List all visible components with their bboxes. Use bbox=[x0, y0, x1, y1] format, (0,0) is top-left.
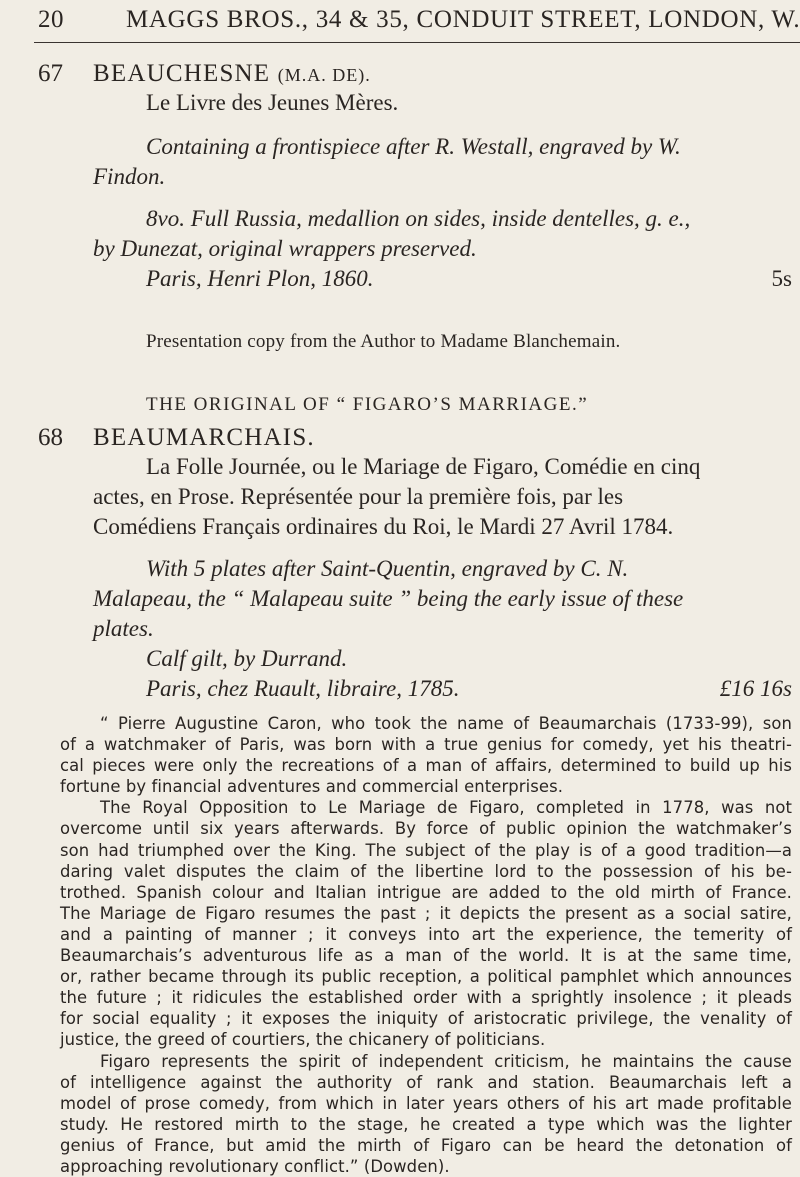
quote-line: for social equality ; it exposes the iniquity of aristocratic privilege, the venality of bbox=[60, 1009, 792, 1029]
entry-67-author bbox=[93, 60, 371, 88]
entry-67-imprint: Paris, Henri Plon, 1860. bbox=[146, 266, 374, 291]
entry-68-author: BEAUMARCHAIS. bbox=[93, 424, 315, 451]
quote-line: daring valet disputes the claim of the libertine lord to the possession of his be- bbox=[60, 861, 792, 881]
entry-68-binding: Calf gilt, by Durrand. bbox=[146, 646, 348, 671]
entry-67-author-name: BEAUCHESNE bbox=[93, 60, 271, 87]
quote-line: genius of France, but amid the mirth of Figaro can be heard the detonation of bbox=[60, 1135, 792, 1155]
quote-line: the future ; it ridicules the established order with a sprightly insolence ; it pleads bbox=[60, 988, 792, 1008]
section-heading: THE ORIGINAL OF “ FIGARO’S MARRIAGE.” bbox=[146, 394, 589, 415]
page-header bbox=[0, 0, 800, 40]
quote-line: of intelligence against the authority of rank and station. Beaumarchais left a bbox=[60, 1072, 792, 1092]
quote-line: model of prose comedy, from which in later years others of his art made profitable bbox=[60, 1093, 792, 1113]
entry-68-quote bbox=[60, 713, 792, 1177]
quote-line: overcome until six years afterwards. By force of public opinion the watchmaker’s bbox=[60, 819, 792, 839]
quote-line: or, rather became through its public reception, a political pamphlet which announces bbox=[60, 967, 792, 987]
entry-67-binding-2: by Dunezat, original wrappers preserved. bbox=[93, 236, 477, 261]
page-number: 20 bbox=[38, 6, 64, 33]
entry-67-number: 67 bbox=[38, 60, 63, 87]
entry-68-price: £16 16s bbox=[719, 676, 792, 701]
quote-line: The Royal Opposition to Le Mariage de Figaro, completed in 1778, was not bbox=[100, 798, 792, 818]
entry-68-plates-3: plates. bbox=[93, 616, 154, 641]
entry-67-author-note: (M.A. DE). bbox=[277, 65, 371, 85]
entry-67-binding-1: 8vo. Full Russia, medallion on sides, inside dentelles, g. e., bbox=[146, 206, 691, 231]
quote-line: The Mariage de Figaro resumes the past ; it depicts the present as a social satire, bbox=[60, 903, 792, 923]
entry-67-title: Le Livre des Jeunes Mères. bbox=[146, 90, 399, 115]
quote-line: justice, the greed of courtiers, the chicanery of politicians. bbox=[60, 1030, 546, 1050]
entry-67-body bbox=[93, 88, 792, 294]
quote-line: son had triumphed over the King. The subject of the play is of a good tradition—a bbox=[60, 840, 792, 860]
entry-68-imprint: Paris, chez Ruault, libraire, 1785. bbox=[146, 676, 460, 701]
entry-67-contents-1: Containing a frontispiece after R. Westall, engraved by W. bbox=[146, 134, 681, 159]
running-head: MAGGS BROS., 34 & 35, CONDUIT STREET, LONDON, W. bbox=[126, 6, 800, 33]
quote-line: approaching revolutionary conflict.” (Dowden). bbox=[60, 1156, 450, 1176]
quote-line: fortune by financial adventures and commercial enterprises. bbox=[60, 777, 564, 797]
entry-67-contents-2: Findon. bbox=[93, 164, 166, 189]
entry-68-plates-2: Malapeau, the “ Malapeau suite ” being the early issue of these bbox=[93, 586, 684, 611]
entry-68-title-2: actes, en Prose. Représentée pour la première fois, par les bbox=[93, 484, 624, 509]
entry-67-price: 5s bbox=[771, 266, 792, 291]
entry-67-presentation: Presentation copy from the Author to Madame Blanchemain. bbox=[146, 331, 621, 352]
quote-line: Beaumarchais’s adventurous life as a man of the world. It is at the same time, bbox=[60, 946, 792, 966]
entry-68-number: 68 bbox=[38, 424, 63, 451]
quote-line: study. He restored mirth to the stage, he created a type which was the lighter bbox=[60, 1114, 792, 1134]
quote-line: cal pieces were only the recreations of a man of affairs, determined to build up his bbox=[60, 756, 792, 776]
quote-line: of a watchmaker of Paris, was born with a true genius for comedy, yet his theatri- bbox=[60, 735, 792, 755]
entry-68-body bbox=[93, 452, 792, 704]
entry-68-imprint-row bbox=[146, 674, 792, 704]
entry-68-plates-1: With 5 plates after Saint-Quentin, engraved by C. N. bbox=[146, 556, 629, 581]
quote-line: “ Pierre Augustine Caron, who took the name of Beaumarchais (1733-99), son bbox=[100, 714, 792, 733]
quote-line: Figaro represents the spirit of independent criticism, he maintains the cause bbox=[100, 1051, 792, 1071]
quote-line: and a painting of manner ; it conveys into art the experience, the temerity of bbox=[60, 924, 792, 944]
header-rule bbox=[34, 42, 800, 43]
entry-68-title-1: La Folle Journée, ou le Mariage de Figaro, Comédie en cinq bbox=[146, 454, 701, 479]
entry-68-title-3: Comédiens Français ordinaires du Roi, le Mardi 27 Avril 1784. bbox=[93, 514, 674, 539]
entry-67-imprint-row bbox=[146, 264, 792, 294]
quote-line: trothed. Spanish colour and Italian intrigue are added to the old mirth of France. bbox=[60, 882, 792, 902]
